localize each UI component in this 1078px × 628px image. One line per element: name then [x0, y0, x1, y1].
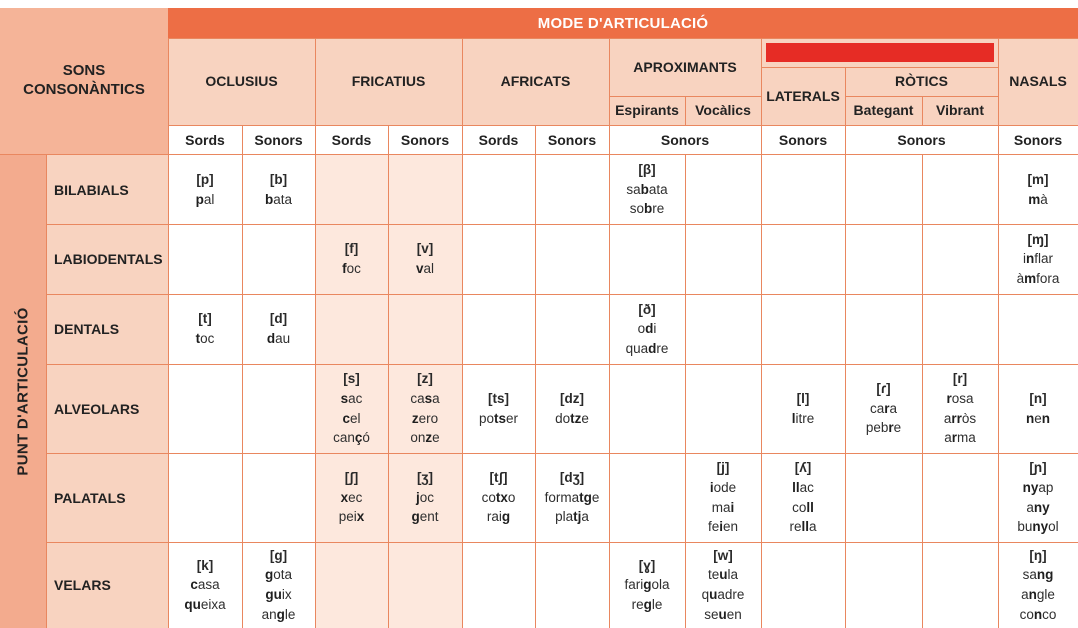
table-cell	[685, 453, 761, 542]
table-cell	[685, 542, 761, 628]
phoneme-symbol: [b]	[269, 171, 288, 187]
table-cell	[845, 224, 922, 294]
example-word: casa	[190, 577, 220, 593]
table-cell	[535, 453, 609, 542]
row-label-alveolars: ALVEOLARS	[46, 364, 168, 453]
table-cell	[168, 364, 242, 453]
example-word: mai	[711, 499, 735, 515]
example-word: conco	[1019, 606, 1057, 622]
example-word: sabata	[626, 181, 668, 197]
table-cell	[242, 453, 315, 542]
phoneme-symbol: [ŋ]	[1029, 547, 1047, 563]
phoneme-symbol: [w]	[713, 547, 733, 563]
example-word: cotxo	[481, 489, 516, 505]
grid-line	[998, 155, 999, 628]
grid-line	[922, 96, 923, 125]
table-cell	[685, 294, 761, 364]
grid-line	[761, 38, 762, 155]
table-cell	[998, 224, 1078, 294]
voicing-fricatius-sonors: Sonors	[388, 125, 462, 155]
example-word: raig	[486, 509, 511, 525]
example-word: pal	[195, 191, 215, 207]
phoneme-symbol: [p]	[196, 171, 214, 187]
grid-line	[46, 542, 1078, 543]
phoneme-symbol: [β]	[638, 162, 656, 178]
grid-line	[609, 38, 610, 155]
table-cell	[242, 542, 315, 628]
example-word: pebre	[865, 420, 902, 436]
table-cell	[315, 364, 388, 453]
example-word: iode	[709, 479, 737, 495]
voicing-africats-sords: Sords	[462, 125, 535, 155]
example-word: nyap	[1022, 479, 1054, 495]
example-word: joc	[415, 489, 435, 505]
corner-line-2: CONSONÀNTICS	[23, 81, 145, 98]
table-cell	[462, 224, 535, 294]
submode-vibrant: Vibrant	[922, 96, 998, 125]
group-fricatius: FRICATIUS	[315, 38, 462, 125]
table-cell	[845, 155, 922, 224]
group-aproximants: APROXIMANTS	[609, 38, 761, 96]
grid-line	[535, 155, 536, 628]
table-cell	[462, 364, 535, 453]
table-cell	[462, 542, 535, 628]
example-word: llac	[792, 479, 814, 495]
grid-line	[46, 224, 1078, 225]
table-cell	[761, 453, 845, 542]
redacted-bar	[766, 43, 994, 62]
table-cell	[388, 364, 462, 453]
example-word: rella	[789, 519, 817, 535]
table-cell	[845, 294, 922, 364]
table-cell	[845, 453, 922, 542]
example-word: potser	[478, 410, 519, 426]
group-nasals: NASALS	[998, 38, 1078, 125]
example-word: queixa	[184, 596, 226, 612]
table-cell	[609, 542, 685, 628]
table-cell	[761, 224, 845, 294]
example-word: àmfora	[1016, 270, 1060, 286]
table-cell	[998, 155, 1078, 224]
table-cell	[998, 453, 1078, 542]
table-cell	[998, 294, 1078, 364]
example-word: angle	[261, 606, 296, 622]
table-cell	[462, 453, 535, 542]
example-word: guix	[265, 587, 292, 602]
phoneme-symbol: [ɣ]	[638, 557, 656, 573]
table-cell	[242, 155, 315, 224]
phoneme-symbol: [ʃ]	[344, 470, 359, 486]
example-word: sang	[1022, 567, 1054, 583]
example-word: any	[1026, 499, 1050, 515]
row-label-dentals: DENTALS	[46, 294, 168, 364]
example-word: cel	[342, 410, 361, 426]
example-word: gent	[411, 509, 439, 525]
grid-line	[535, 125, 536, 155]
example-word: teula	[707, 567, 739, 583]
example-word: zero	[411, 410, 439, 426]
example-word: arròs	[943, 410, 977, 426]
phoneme-symbol: [n]	[1029, 390, 1047, 406]
phoneme-symbol: [dz]	[560, 390, 584, 406]
example-word: quadre	[625, 340, 669, 356]
table-cell	[609, 155, 685, 224]
table-cell	[609, 224, 685, 294]
table-cell	[845, 542, 922, 628]
table-cell	[922, 294, 998, 364]
phoneme-symbol: [ɱ]	[1027, 231, 1049, 247]
phoneme-symbol: [g]	[269, 547, 288, 563]
grid-line	[388, 155, 389, 628]
voicing-africats-sonors: Sonors	[535, 125, 609, 155]
example-word: regle	[631, 596, 663, 612]
example-word: mà	[1028, 191, 1048, 207]
grid-line	[462, 155, 463, 628]
table-cell	[922, 542, 998, 628]
table-cell	[761, 155, 845, 224]
table-cell	[242, 224, 315, 294]
example-word: formatge	[544, 489, 600, 505]
phoneme-symbol: [dʒ]	[559, 470, 585, 486]
table-cell	[922, 364, 998, 453]
example-word: inflar	[1022, 251, 1053, 267]
grid-line	[845, 67, 846, 155]
example-word: rosa	[946, 390, 974, 406]
submode-bategant: Bategant	[845, 96, 922, 125]
voicing-laterals-sonors: Sonors	[761, 125, 845, 155]
grid-line	[46, 453, 1078, 454]
example-word: sac	[340, 390, 363, 406]
table-cell	[922, 453, 998, 542]
example-word: feien	[707, 519, 739, 535]
phoneme-symbol: [ɾ]	[876, 381, 891, 397]
table-cell	[845, 364, 922, 453]
example-word: casa	[410, 390, 440, 406]
table-cell	[242, 364, 315, 453]
table-cell	[315, 224, 388, 294]
grid-line	[242, 155, 243, 628]
example-word: foc	[342, 261, 361, 276]
row-label-labiodentals: LABIODENTALS	[46, 224, 168, 294]
grid-line	[315, 155, 316, 628]
grid-line	[168, 155, 169, 628]
example-word: val	[415, 261, 435, 276]
voicing-aproximants-sonors: Sonors	[609, 125, 761, 155]
phoneme-symbol: [j]	[716, 460, 730, 476]
table-cell	[242, 294, 315, 364]
table-cell	[535, 224, 609, 294]
grid-line	[388, 125, 389, 155]
example-word: cara	[869, 400, 898, 416]
table-cell	[535, 294, 609, 364]
phoneme-symbol: [m]	[1027, 171, 1049, 187]
row-label-bilabials: BILABIALS	[46, 155, 168, 224]
example-word: dau	[266, 331, 291, 346]
phoneme-symbol: [ʒ]	[416, 470, 434, 486]
voicing-rotics-sonors: Sonors	[845, 125, 998, 155]
grid-line	[168, 38, 169, 155]
point-title: PUNT D'ARTICULACIÓ	[14, 307, 32, 476]
submode-espirants: Espirants	[609, 96, 685, 125]
example-word: dotze	[555, 410, 589, 426]
example-word: toc	[195, 331, 215, 346]
example-word: seuen	[704, 606, 742, 622]
table-cell	[609, 453, 685, 542]
table-cell	[388, 224, 462, 294]
example-word: gota	[264, 567, 293, 583]
example-word: odi	[637, 321, 657, 337]
grid-line	[46, 364, 1078, 365]
table-cell	[388, 542, 462, 628]
phoneme-symbol: [d]	[269, 311, 288, 327]
grid-line	[242, 125, 243, 155]
table-cell	[168, 294, 242, 364]
example-word: angle	[1021, 587, 1055, 602]
voicing-fricatius-sords: Sords	[315, 125, 388, 155]
table-cell	[462, 155, 535, 224]
table-cell	[998, 364, 1078, 453]
example-word: farigola	[624, 577, 670, 593]
submode-vocalics: Vocàlics	[685, 96, 761, 125]
table-cell	[168, 542, 242, 628]
phoneme-symbol: [f]	[344, 241, 359, 257]
grid-line	[609, 155, 610, 628]
table-cell	[315, 453, 388, 542]
group-laterals: LATERALS	[761, 67, 845, 125]
phoneme-symbol: [s]	[343, 371, 360, 387]
voicing-oclusius-sords: Sords	[168, 125, 242, 155]
phoneme-symbol: [l]	[796, 390, 810, 406]
table-cell	[168, 453, 242, 542]
table-cell	[535, 155, 609, 224]
phoneme-symbol: [t]	[198, 311, 212, 327]
group-rotics: RÒTICS	[845, 67, 998, 96]
voicing-oclusius-sonors: Sonors	[242, 125, 315, 155]
voicing-nasals-sonors: Sonors	[998, 125, 1078, 155]
example-word: cançó	[333, 430, 370, 446]
grid-line	[168, 125, 1078, 126]
grid-line	[998, 38, 999, 155]
table-cell	[761, 364, 845, 453]
grid-line	[46, 294, 1078, 295]
example-word: quadre	[701, 587, 745, 602]
phoneme-symbol: [ð]	[638, 301, 656, 317]
table-cell	[761, 294, 845, 364]
table-cell	[609, 364, 685, 453]
grid-line	[761, 155, 762, 628]
grid-line	[462, 38, 463, 155]
grid-line	[315, 38, 316, 155]
phoneme-symbol: [ts]	[488, 390, 509, 406]
table-cell	[998, 542, 1078, 628]
table-cell	[609, 294, 685, 364]
row-label-velars: VELARS	[46, 542, 168, 628]
table-cell	[922, 224, 998, 294]
example-word: platja	[555, 509, 589, 525]
phoneme-symbol: [v]	[416, 241, 434, 257]
grid-line	[168, 38, 1078, 39]
table-cell	[685, 224, 761, 294]
table-cell	[315, 155, 388, 224]
corner-line-1: SONS	[62, 62, 106, 80]
grid-line	[922, 155, 923, 628]
table-cell	[168, 224, 242, 294]
group-africats: AFRICATS	[462, 38, 609, 125]
phoneme-symbol: [r]	[952, 371, 968, 387]
grid-line	[0, 154, 1078, 155]
row-label-palatals: PALATALS	[46, 453, 168, 542]
phoneme-symbol: [k]	[196, 557, 214, 573]
example-word: peix	[338, 509, 365, 525]
example-word: sobre	[629, 201, 665, 217]
phoneme-symbol: [z]	[417, 371, 433, 387]
table-cell	[388, 453, 462, 542]
table-cell	[761, 542, 845, 628]
point-title-wrap	[0, 155, 46, 628]
example-word: bunyol	[1017, 519, 1059, 535]
example-word: onze	[410, 430, 440, 446]
table-cell	[315, 294, 388, 364]
example-word: arma	[944, 430, 976, 446]
grid-line	[761, 67, 998, 68]
phoneme-symbol: [tʃ]	[489, 470, 508, 486]
table-cell	[922, 155, 998, 224]
example-word: nen	[1025, 410, 1050, 426]
table-cell	[168, 155, 242, 224]
grid-line	[46, 155, 47, 628]
table-cell	[535, 542, 609, 628]
example-word: litre	[791, 410, 815, 426]
example-word: coll	[792, 499, 814, 515]
mode-title: MODE D'ARTICULACIÓ	[168, 8, 1078, 38]
table-cell	[535, 364, 609, 453]
table-cell	[685, 364, 761, 453]
table-cell	[388, 155, 462, 224]
table-corner-title	[0, 8, 168, 154]
table-cell	[462, 294, 535, 364]
table-cell	[685, 155, 761, 224]
grid-line	[685, 96, 686, 125]
table-cell	[388, 294, 462, 364]
grid-line	[845, 155, 846, 628]
example-word: xec	[340, 489, 363, 505]
group-oclusius: OCLUSIUS	[168, 38, 315, 125]
grid-line	[685, 155, 686, 628]
phoneme-symbol: [ɲ]	[1029, 460, 1047, 476]
phoneme-symbol: [ʎ]	[794, 460, 812, 476]
table-cell	[315, 542, 388, 628]
example-word: bata	[264, 191, 293, 207]
